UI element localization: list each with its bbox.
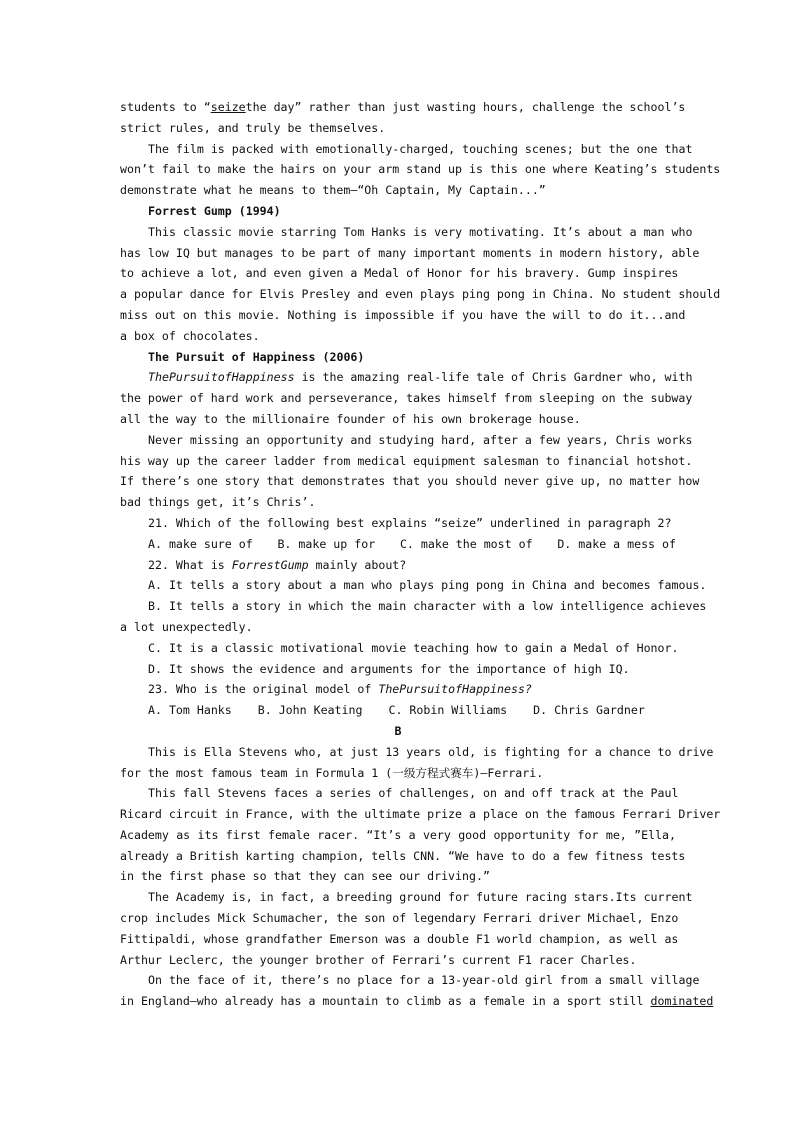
option-d: D. make a mess of bbox=[557, 536, 676, 551]
paragraph-line: his way up the career ladder from medical equipment salesman to financial hotshot. bbox=[120, 453, 693, 468]
underlined-word-seize: seize bbox=[210, 100, 246, 114]
paragraph-line: If there’s one story that demonstrates that you should never give up, no matter how bbox=[120, 474, 700, 489]
question-23-options bbox=[120, 700, 676, 721]
paragraph-line: strict rules, and truly be themselves. bbox=[120, 120, 386, 135]
option-a: A. make sure of bbox=[148, 536, 253, 551]
paragraph-line bbox=[120, 763, 676, 784]
italic-title: ThePursuitofHappiness bbox=[148, 370, 295, 385]
option-b-continued: a lot unexpectedly. bbox=[120, 619, 253, 634]
paragraph-line: already a British karting champion, tells CNN. “We have to do a few fitness tests bbox=[120, 848, 686, 863]
text-run: )—Ferrari. bbox=[473, 765, 544, 780]
text-run: mainly about? bbox=[308, 557, 407, 572]
option-b: B. It tells a story in which the main character with a low intelligence achieves bbox=[148, 599, 707, 614]
paragraph-line: On the face of it, there’s no place for a 13-year-old girl from a small village bbox=[148, 973, 700, 988]
paragraph-line: Arthur Leclerc, the younger brother of Ferrari’s current F1 racer Charles. bbox=[120, 952, 637, 967]
text-run: the day” rather than just wasting hours, challenge the school’s bbox=[245, 100, 686, 114]
section-heading-pursuit-of-happiness: The Pursuit of Happiness (2006) bbox=[148, 349, 365, 364]
question-21-options bbox=[120, 534, 676, 555]
underlined-word-dominated: dominated bbox=[650, 994, 714, 1009]
question-21: 21. Which of the following best explains “seize” underlined in paragraph 2? bbox=[148, 515, 672, 530]
paragraph-line: won’t fail to make the hairs on your arm stand up is this one where Keating’s students bbox=[120, 162, 721, 177]
paragraph-line: in the first phase so that they can see our driving.” bbox=[120, 869, 490, 884]
option-b: B. John Keating bbox=[257, 703, 363, 718]
option-d: D. Chris Gardner bbox=[533, 703, 645, 718]
italic-title: ThePursuitofHappiness? bbox=[378, 682, 532, 697]
document-body bbox=[120, 97, 721, 1012]
option-a: A. It tells a story about a man who plays ping pong in China and becomes famous. bbox=[148, 578, 707, 593]
paragraph-line: The film is packed with emotionally-charged, touching scenes; but the one that bbox=[148, 141, 693, 156]
paragraph-line bbox=[120, 991, 714, 1012]
text-run: in England—who already has a mountain to climb as a female in a sport still bbox=[120, 994, 651, 1009]
text-run: is the amazing real-life tale of Chris Gardner who, with bbox=[294, 370, 693, 385]
text-run: 23. Who is the original model of bbox=[148, 682, 379, 697]
option-a: A. Tom Hanks bbox=[148, 703, 232, 718]
question-23 bbox=[120, 679, 676, 700]
paragraph-line: Never missing an opportunity and studying hard, after a few years, Chris works bbox=[148, 432, 693, 447]
paragraph-line: Ricard circuit in France, with the ultimate prize a place on the famous Ferrari Driver bbox=[120, 807, 721, 822]
paragraph-line: has low IQ but manages to be part of many important moments in modern history, able bbox=[120, 245, 700, 260]
option-d: D. It shows the evidence and arguments for the importance of high IQ. bbox=[148, 661, 630, 676]
italic-title: ForrestGump bbox=[231, 557, 309, 572]
text-run: 22. What is bbox=[148, 557, 232, 572]
paragraph-line: The Academy is, in fact, a breeding ground for future racing stars.Its current bbox=[148, 890, 693, 905]
option-b: B. make up for bbox=[277, 536, 376, 551]
paragraph-line: demonstrate what he means to them—“Oh Captain, My Captain...” bbox=[120, 183, 546, 198]
paragraph-line: all the way to the millionaire founder of his own brokerage house. bbox=[120, 411, 581, 426]
paragraph-line: a popular dance for Elvis Presley and even plays ping pong in China. No student should bbox=[120, 287, 721, 302]
paragraph-line: This is Ella Stevens who, at just 13 years old, is fighting for a chance to drive bbox=[148, 744, 714, 759]
chinese-gloss: 一级方程式赛车 bbox=[392, 765, 474, 780]
paragraph-line: Fittipaldi, whose grandfather Emerson was a double F1 world champion, as well as bbox=[120, 931, 679, 946]
section-heading-b: B bbox=[394, 723, 402, 738]
paragraph-line: Academy as its first female racer. “It’s a very good opportunity for me, ”Ella, bbox=[120, 827, 676, 842]
question-22 bbox=[120, 555, 676, 576]
option-c: C. It is a classic motivational movie teaching how to gain a Medal of Honor. bbox=[148, 640, 679, 655]
paragraph-line bbox=[120, 97, 686, 118]
paragraph-line: miss out on this movie. Nothing is impossible if you have the will to do it...and bbox=[120, 307, 686, 322]
text-run: students to “ bbox=[120, 100, 211, 114]
paragraph-line: a box of chocolates. bbox=[120, 328, 260, 343]
paragraph-line bbox=[120, 367, 693, 388]
paragraph-line: This fall Stevens faces a series of challenges, on and off track at the Paul bbox=[148, 786, 679, 801]
section-heading-forrest-gump: Forrest Gump (1994) bbox=[148, 203, 281, 218]
paragraph-line: bad things get, it’s Chris’. bbox=[120, 495, 316, 510]
option-c: C. Robin Williams bbox=[388, 703, 508, 718]
paragraph-line: crop includes Mick Schumacher, the son of legendary Ferrari driver Michael, Enzo bbox=[120, 911, 679, 926]
paragraph-line: to achieve a lot, and even given a Medal of Honor for his bravery. Gump inspires bbox=[120, 266, 679, 281]
paragraph-line: This classic movie starring Tom Hanks is very motivating. It’s about a man who bbox=[148, 224, 693, 239]
text-run: for the most famous team in Formula 1 ( bbox=[120, 765, 393, 780]
paragraph-line: the power of hard work and perseverance, takes himself from sleeping on the subway bbox=[120, 391, 693, 406]
option-c: C. make the most of bbox=[399, 536, 533, 551]
